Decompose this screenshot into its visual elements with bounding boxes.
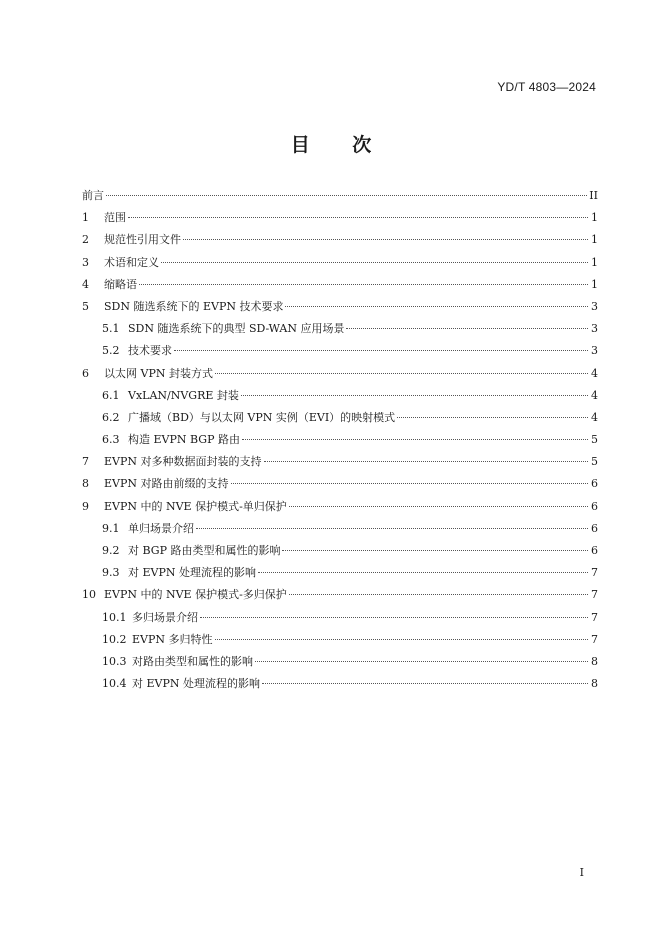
- toc-entry[interactable]: [82, 655, 598, 677]
- toc-entry-page: 8: [591, 654, 598, 668]
- toc-entry[interactable]: [82, 455, 598, 477]
- toc-entry-number: 2: [82, 233, 89, 247]
- toc-entry[interactable]: [82, 522, 598, 544]
- toc-entry[interactable]: [82, 633, 598, 655]
- toc-entry-page: 6: [591, 499, 598, 513]
- toc-entry-label: 对路由类型和属性的影响: [132, 654, 253, 668]
- toc-entry[interactable]: [82, 211, 598, 233]
- toc-entry-page: 5: [591, 433, 598, 447]
- toc-entry-page: 1: [591, 233, 598, 247]
- toc-entry-number: 10.1: [102, 610, 127, 624]
- dot-leader: [161, 262, 588, 263]
- toc-entry-page: 1: [591, 255, 598, 269]
- dot-leader: [231, 483, 589, 484]
- toc-entry-label: 前言: [82, 189, 104, 202]
- toc-entry-page: 7: [591, 566, 598, 580]
- toc-entry-label: EVPN 对多种数据面封装的支持: [104, 455, 262, 469]
- toc-entry-number: 9.3: [102, 566, 120, 580]
- toc-entry-number: 9.1: [102, 521, 120, 535]
- page-title: 目 次: [290, 134, 372, 156]
- toc-entry-label: 单归场景介绍: [128, 521, 194, 535]
- toc-entry[interactable]: [82, 433, 598, 455]
- toc-entry-page: 4: [591, 410, 598, 424]
- dot-leader: [241, 395, 588, 396]
- toc-entry-number: 6.1: [102, 388, 120, 402]
- toc-entry[interactable]: [82, 367, 598, 389]
- toc-entry[interactable]: [82, 566, 598, 588]
- toc-entry-page: 5: [591, 455, 598, 469]
- toc-entry-page: 3: [591, 299, 598, 313]
- dot-leader: [215, 639, 589, 640]
- toc-entry-number: 6.3: [102, 433, 120, 447]
- document-code: YD/T 4803—2024: [497, 80, 596, 94]
- dot-leader: [139, 284, 588, 285]
- toc-entry-label: 对 EVPN 处理流程的影响: [128, 566, 256, 580]
- toc-entry-number: 7: [82, 455, 89, 469]
- toc-entry-page: 7: [591, 632, 598, 646]
- dot-leader: [106, 195, 587, 196]
- toc-entry-label: 广播域（BD）与以太网 VPN 实例（EVI）的映射模式: [128, 410, 396, 424]
- toc-entry-label: 构造 EVPN BGP 路由: [128, 433, 240, 447]
- toc-entry-label: EVPN 多归特性: [132, 632, 213, 646]
- toc-entry-number: 9.2: [102, 544, 120, 557]
- toc-entry-label: EVPN 中的 NVE 保护模式-单归保护: [104, 499, 287, 513]
- toc-entry-page: 3: [591, 322, 598, 336]
- dot-leader: [255, 661, 588, 662]
- toc-entry[interactable]: [82, 189, 598, 211]
- dot-leader: [258, 572, 588, 573]
- toc-entry[interactable]: [82, 233, 598, 255]
- toc-entry-page: 4: [591, 388, 598, 402]
- toc-entry-page: 6: [591, 544, 598, 557]
- toc-entry-number: 5: [82, 299, 89, 313]
- dot-leader: [282, 550, 588, 551]
- dot-leader: [289, 594, 588, 595]
- toc-entry-label: 规范性引用文件: [104, 233, 181, 247]
- dot-leader: [285, 306, 588, 307]
- toc-entry-page: 1: [591, 211, 598, 225]
- dot-leader: [183, 239, 588, 240]
- toc-entry-page: 8: [591, 677, 598, 691]
- toc-entry[interactable]: [82, 500, 598, 522]
- toc-entry[interactable]: [82, 344, 598, 366]
- dot-leader: [264, 461, 589, 462]
- toc-entry-label: EVPN 对路由前缀的支持: [104, 477, 229, 491]
- dot-leader: [174, 350, 588, 351]
- toc-entry[interactable]: [82, 677, 598, 699]
- toc-entry-page: 3: [591, 344, 598, 358]
- toc-entry-label: 技术要求: [128, 344, 172, 358]
- dot-leader: [262, 683, 588, 684]
- toc-entry-label: 范围: [104, 211, 126, 225]
- toc-entry-number: 5.1: [102, 322, 120, 336]
- toc-entry-number: 10.2: [102, 632, 127, 646]
- toc-entry-label: 缩略语: [104, 277, 137, 291]
- page-number: I: [579, 866, 584, 879]
- toc-entry-page: 6: [591, 477, 598, 491]
- toc-entry[interactable]: [82, 322, 598, 344]
- toc-entry-label: SDN 随选系统下的 EVPN 技术要求: [104, 299, 284, 313]
- toc-entry-label: 对 EVPN 处理流程的影响: [132, 677, 260, 691]
- toc-entry[interactable]: [82, 611, 598, 633]
- dot-leader: [346, 328, 588, 329]
- toc-entry[interactable]: [82, 256, 598, 278]
- toc-entry-number: 8: [82, 477, 89, 491]
- toc-entry-label: 以太网 VPN 封装方式: [104, 366, 213, 380]
- toc-entry[interactable]: [82, 477, 598, 499]
- toc-entry-number: 10.3: [102, 654, 127, 668]
- toc-entry-number: 6.2: [102, 410, 120, 424]
- toc-entry-label: EVPN 中的 NVE 保护模式-多归保护: [104, 588, 287, 602]
- toc-entry-number: 5.2: [102, 344, 120, 358]
- toc-entry-label: 术语和定义: [104, 255, 159, 269]
- toc-entry-label: 多归场景介绍: [132, 610, 198, 624]
- table-of-contents: [82, 189, 598, 699]
- dot-leader: [128, 217, 588, 218]
- toc-entry[interactable]: [82, 411, 598, 433]
- dot-leader: [196, 528, 588, 529]
- dot-leader: [289, 506, 588, 507]
- toc-entry[interactable]: [82, 300, 598, 322]
- toc-entry-number: 4: [82, 277, 89, 291]
- toc-entry[interactable]: [82, 389, 598, 411]
- toc-entry-page: 4: [591, 366, 598, 380]
- toc-entry-page: 6: [591, 521, 598, 535]
- dot-leader: [215, 373, 588, 374]
- toc-entry-number: 1: [82, 211, 89, 225]
- toc-entry-label: SDN 随选系统下的典型 SD-WAN 应用场景: [128, 322, 345, 336]
- toc-entry-number: 10.4: [102, 677, 127, 691]
- toc-entry-number: 9: [82, 499, 89, 513]
- toc-entry-number: 3: [82, 255, 89, 269]
- toc-entry-label: 对 BGP 路由类型和属性的影响: [128, 544, 281, 557]
- toc-entry-number: 6: [82, 366, 89, 380]
- dot-leader: [242, 439, 588, 440]
- toc-entry-page: 7: [591, 610, 598, 624]
- toc-entry-number: 10: [82, 588, 96, 602]
- dot-leader: [397, 417, 588, 418]
- toc-entry[interactable]: [82, 588, 598, 610]
- toc-entry-page: II: [589, 189, 598, 202]
- toc-entry[interactable]: [82, 544, 598, 566]
- toc-entry-page: 1: [591, 277, 598, 291]
- toc-entry[interactable]: [82, 278, 598, 300]
- toc-entry-label: VxLAN/NVGRE 封装: [128, 388, 239, 402]
- toc-entry-page: 7: [591, 588, 598, 602]
- dot-leader: [200, 617, 588, 618]
